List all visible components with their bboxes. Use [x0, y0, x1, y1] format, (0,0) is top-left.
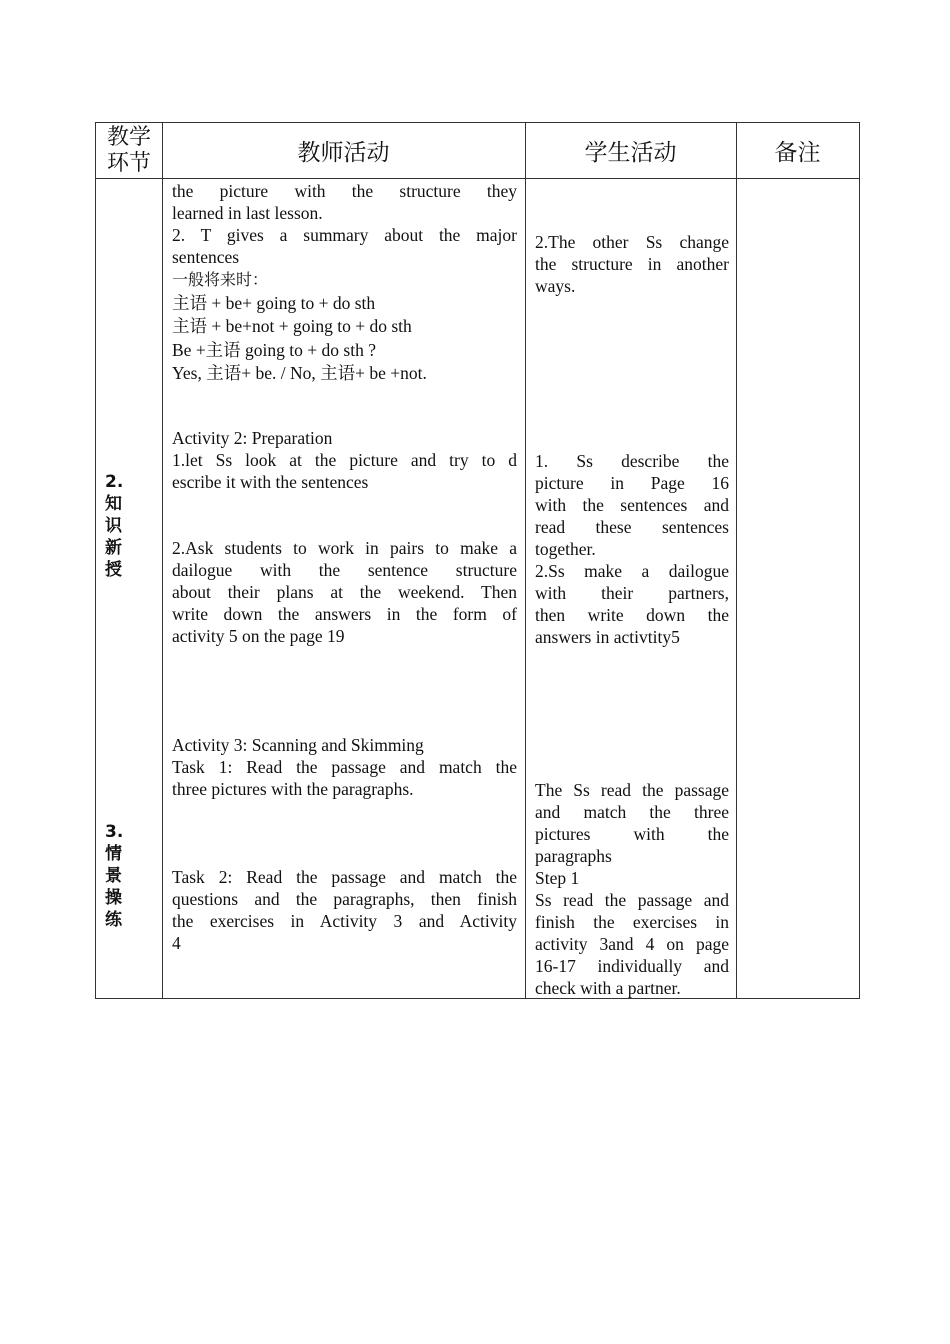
text-line: the exercises in Activity 3 and Activity: [172, 911, 517, 931]
text-line: paragraphs: [535, 846, 612, 866]
student-block-read-passage: [535, 779, 729, 999]
header-stage-line: 教学: [106, 124, 151, 150]
student-block-change-structure: [535, 231, 729, 297]
header-divider: [96, 178, 859, 179]
text-line: check with a partner.: [535, 978, 681, 998]
column-divider: [525, 123, 526, 998]
header-teacher-activity: 教师活动: [297, 140, 390, 166]
formula-line: 主语 + be+ going to + do sth: [172, 292, 376, 313]
stage-char: 3.: [105, 822, 124, 842]
stage-char: 情: [105, 844, 122, 864]
column-divider: [736, 123, 737, 998]
text-line: picture in Page 16: [535, 473, 729, 493]
header-notes: 备注: [774, 140, 821, 166]
stage-char: 识: [105, 516, 122, 536]
text-line: and match the three: [535, 802, 729, 822]
text-line: about their plans at the weekend. Then: [172, 582, 517, 602]
text-line: finish the exercises in: [535, 912, 729, 932]
header-student-activity: 学生活动: [584, 140, 677, 166]
text-line: Step 1: [535, 868, 580, 888]
stage-char: 新: [105, 538, 122, 558]
header-stage-line: 环节: [106, 150, 151, 176]
text-line: 16-17 individually and: [535, 956, 729, 976]
text-line: 一般将来时：: [172, 270, 269, 289]
lesson-plan-table: [95, 122, 860, 999]
teacher-intro: [172, 180, 517, 268]
text-line: questions and the paragraphs, then finish: [172, 889, 517, 909]
text-line: activity 3and 4 on page: [535, 934, 729, 954]
text-line: with the sentences and: [535, 495, 729, 515]
column-divider: [162, 123, 163, 998]
text-line: three pictures with the paragraphs.: [172, 779, 414, 799]
text-line: write down the answers in the form of: [172, 604, 517, 624]
activity-title: Activity 3: Scanning and Skimming: [172, 735, 424, 755]
teacher-activity-2-task-2: [172, 537, 517, 647]
stage-char: 练: [105, 910, 122, 930]
text-line: learned in last lesson.: [172, 203, 323, 223]
text-line: escribe it with the sentences: [172, 472, 369, 492]
text-line: then write down the: [535, 605, 729, 625]
activity-title: Activity 2: Preparation: [172, 428, 333, 448]
text-line: the structure in another: [535, 254, 729, 274]
stage-char: 操: [105, 888, 122, 908]
student-block-describe-picture: [535, 450, 729, 648]
text-line: pictures with the: [535, 824, 729, 844]
text-line: together.: [535, 539, 596, 559]
formula-line: 主语 + be+not + going to + do sth: [172, 316, 412, 336]
text-line: Task 1: Read the passage and match the: [172, 757, 517, 777]
stage-label-new-knowledge: [105, 471, 125, 581]
formula-line: Yes, 主语+ be. / No, 主语+ be +not.: [172, 363, 427, 383]
text-line: ways.: [535, 276, 576, 296]
text-line: with their partners,: [535, 583, 729, 603]
text-line: 2.The other Ss change: [535, 232, 729, 252]
text-line: Ss read the passage and: [535, 890, 729, 910]
text-line: activity 5 on the page 19: [172, 626, 345, 646]
teacher-activity-3: [172, 734, 517, 800]
text-line: dailogue with the sentence structure: [172, 560, 517, 580]
stage-char: 2.: [105, 472, 124, 492]
teacher-activity-3-task-2: [172, 866, 517, 954]
stage-label-situational-practice: [105, 821, 125, 931]
text-line: sentences: [172, 247, 240, 267]
text-line: the picture with the structure they: [172, 181, 517, 201]
text-line: Task 2: Read the passage and match the: [172, 867, 517, 887]
teacher-activity-2: [172, 427, 517, 493]
text-line: 2. T gives a summary about the major: [172, 225, 517, 245]
text-line: 1.let Ss look at the picture and try to d: [172, 450, 517, 470]
formula-line: Be +主语 going to + do sth ?: [172, 339, 376, 360]
stage-char: 知: [105, 494, 122, 514]
teacher-formulas: [172, 268, 517, 386]
text-line: read these sentences: [535, 517, 729, 537]
text-line: 2.Ask students to work in pairs to make a: [172, 538, 517, 558]
text-line: answers in activtity5: [535, 627, 680, 647]
text-line: 4: [172, 933, 181, 953]
text-line: 1. Ss describe the: [535, 451, 729, 471]
text-line: 2.Ss make a dailogue: [535, 561, 729, 581]
stage-char: 授: [105, 560, 122, 580]
text-line: The Ss read the passage: [535, 780, 729, 800]
stage-char: 景: [105, 866, 122, 886]
header-stage: [96, 123, 162, 178]
